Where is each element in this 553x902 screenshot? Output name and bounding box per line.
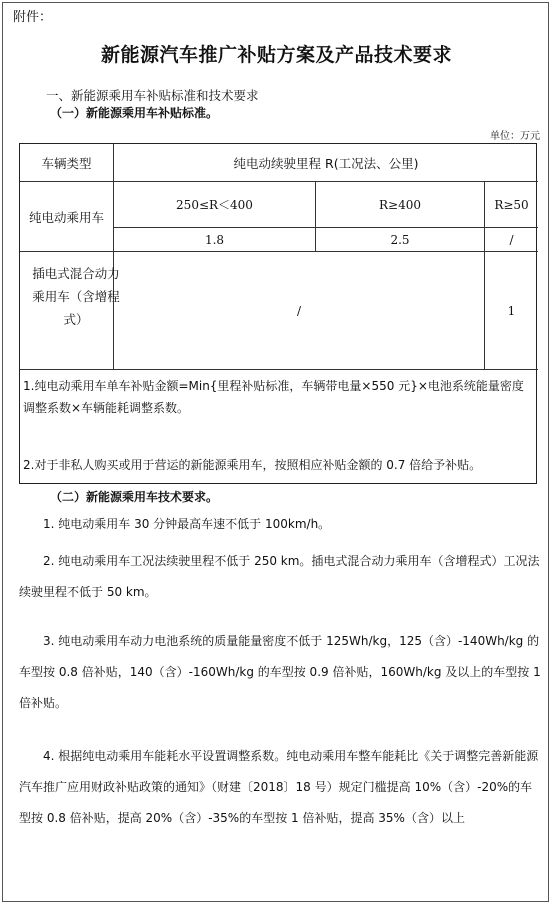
requirement-2: 2. 纯电动乘用车工况法续驶里程不低于 250 km。插电式混合动力乘用车（含增程式）工况法续驶里程不低于 50 km。: [19, 554, 540, 599]
attachment-label: 附件：: [13, 10, 53, 25]
phev-label: 插电式混合动力乘用车（含增程式）: [32, 266, 120, 327]
subsection-heading-2: （二）新能源乘用车技术要求。: [50, 490, 219, 504]
requirement-4: 4. 根据纯电动乘用车能耗水平设置调整系数。纯电动乘用车整车能耗比《关于调整完善新能源汽车推广应用财政补贴政策的通知》（财建〔2018〕18 号）规定门槛提高 10%（含）-20%的车型按 0.8 倍补贴，提高 20%（含）-35%的车型按 1 倍补贴，提高 35%（含）以上: [19, 749, 539, 825]
bev-value-2: 2.5: [390, 232, 410, 247]
document-title: 新能源汽车推广补贴方案及产品技术要求: [100, 44, 452, 66]
table-note-2: 2.对于非私人购买或用于营运的新能源乘用车，按照相应补贴金额的 0.7 倍给予补贴。: [23, 458, 482, 472]
range-250-400: 250≤R＜400: [176, 198, 253, 212]
phev-value-2: 1: [507, 303, 516, 318]
header-range: 纯电动续驶里程 R(工况法、公里): [233, 155, 419, 171]
range-400: R≥400: [379, 197, 421, 212]
subsidy-table: [19, 143, 537, 484]
subsection-heading: （一）新能源乘用车补贴标准。: [50, 106, 219, 120]
bev-value-1: 1.8: [204, 232, 225, 247]
unit-label: 单位：万元: [490, 131, 540, 142]
requirement-3: 3. 纯电动乘用车动力电池系统的质量能量密度不低于 125Wh/kg，125（含）-140Wh/kg 的车型按 0.8 倍补贴，140（含）-160Wh/kg 的车型按 0.9 倍补贴，160Wh/kg 及以上的车型按 1 倍补贴。: [19, 634, 541, 710]
table-note-1: 1.纯电动乘用车单车补贴金额=Min{里程补贴标准，车辆带电量×550 元}×电池系统能量密度调整系数×车辆能耗调整系数。: [23, 379, 524, 415]
section-heading: 一、新能源乘用车补贴标准和技术要求: [46, 88, 259, 103]
header-vehicle-type: 车辆类型: [41, 155, 92, 171]
bev-value-3: /: [509, 232, 514, 247]
phev-value-1: /: [296, 303, 302, 318]
bev-label: 纯电动乘用车: [28, 209, 104, 225]
range-50: R≥50: [494, 197, 529, 212]
requirement-1: 1. 纯电动乘用车 30 分钟最高车速不低于 100km/h。: [43, 517, 331, 531]
